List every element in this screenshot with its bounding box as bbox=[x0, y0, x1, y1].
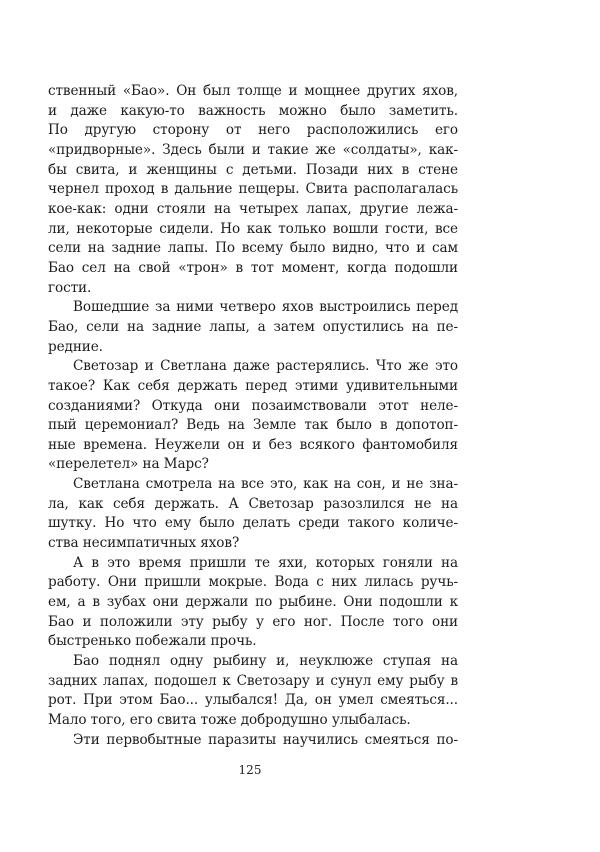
paragraph-first-line: Бао поднял одну рыбину и, неуклюже ступая на bbox=[73, 653, 458, 670]
text-line: ственный «Бао». Он был толще и мощнее других яхов, bbox=[48, 83, 458, 99]
paragraph-first-line: Эти первобытные паразиты научились смеяться по- bbox=[73, 731, 458, 748]
text-line: сели на задние лапы. По всему было видно, что и сам bbox=[48, 240, 458, 257]
text-line: Бао, сели на задние лапы, а затем опустились на пе- bbox=[48, 318, 458, 335]
text-line: рот. При этом Бао... улыбался! Да, он умел смеяться... bbox=[48, 692, 458, 709]
body-text bbox=[48, 82, 458, 750]
text-line: кое-как: одни стояли на четырех лапах, другие лежа- bbox=[48, 200, 458, 217]
text-line: чернел проход в дальние пещеры. Свита располагалась bbox=[48, 181, 458, 198]
text-line: работу. Они пришли мокрые. Вода с них лилась ручь- bbox=[48, 574, 458, 591]
text-line: Мало того, его свита тоже добродушно улыбалась. bbox=[48, 712, 411, 728]
text-line: Бао сел на свой «трон» в тот момент, когда подошли bbox=[48, 259, 458, 276]
text-line: задних лапах, подошел к Светозару и сунул ему рыбу в bbox=[48, 672, 458, 689]
text-line: Бао и положили эту рыбу у его ног. После того они bbox=[48, 613, 458, 630]
text-line: быстренько побежали прочь. bbox=[48, 633, 257, 650]
paragraph-first-line: Светлана смотрела на все это, как на сон, и не зна- bbox=[73, 476, 458, 493]
text-line: ные времена. Неужели он и без всякого фантомобиля bbox=[48, 436, 458, 453]
text-line: и даже какую-то важность можно было заметить. bbox=[48, 102, 458, 119]
text-line: редние. bbox=[48, 338, 103, 355]
text-line: пый церемониал? Ведь на Земле так было в допотоп- bbox=[48, 417, 458, 434]
paragraph-first-line: Светозар и Светлана даже растерялись. Что же это bbox=[73, 358, 458, 375]
text-line: ли, некоторые сидели. Но как только вошли гости, все bbox=[48, 220, 458, 237]
text-line: такое? Как себя держать перед этими удивительными bbox=[48, 377, 458, 394]
text-line: шутку. Но что ему было делать среди такого количе- bbox=[48, 515, 458, 532]
text-line: ла, как себя держать. А Светозар разозлился не на bbox=[48, 495, 458, 512]
text-line: «придворные». Здесь были и такие же «солдаты», как- bbox=[48, 141, 458, 158]
text-line: созданиями? Откуда они позаимствовали этот неле- bbox=[48, 397, 458, 414]
text-line: «перелетел» на Марс? bbox=[48, 456, 209, 473]
text-line: По другую сторону от него расположились его bbox=[48, 122, 458, 139]
page-number: 125 bbox=[238, 763, 262, 777]
text-line: бы свита, и женщины с детьми. Позади них в стене bbox=[48, 161, 458, 178]
text-line: ем, а в зубах они держали по рыбине. Они подошли к bbox=[48, 594, 458, 611]
text-line: гости. bbox=[48, 279, 92, 296]
paragraph-first-line: Вошедшие за ними четверо яхов выстроились перед bbox=[73, 299, 458, 316]
paragraph-first-line: А в это время пришли те яхи, которых гоняли на bbox=[73, 554, 458, 571]
text-line: ства несимпатичных яхов? bbox=[48, 535, 240, 552]
